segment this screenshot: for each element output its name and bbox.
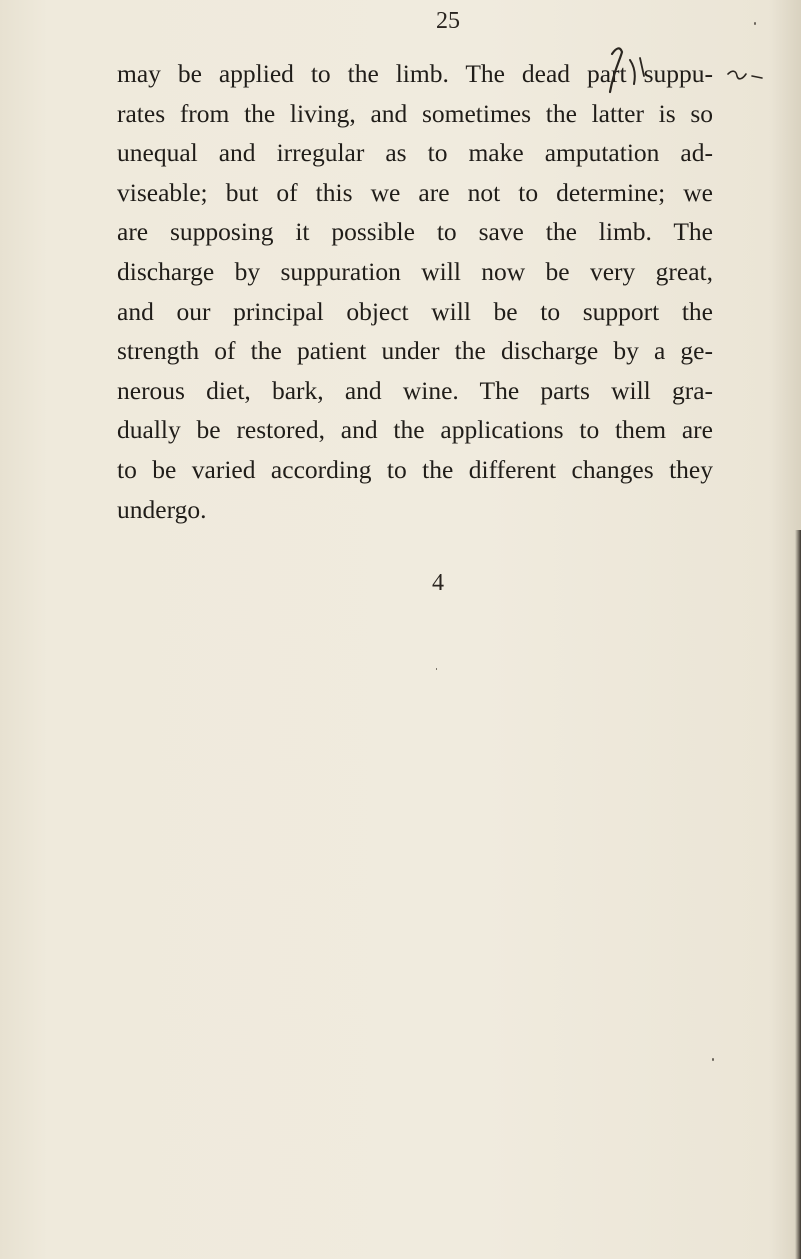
body-paragraph <box>117 54 713 529</box>
text-line: to be varied according to the different changes they <box>117 454 713 484</box>
paper-speck <box>712 1058 714 1061</box>
handwritten-annotation <box>600 40 770 100</box>
page-number: 25 <box>436 8 460 34</box>
text-line: unequal and irregular as to make amputation ad- <box>117 138 713 168</box>
text-line: strength of the patient under the discharge by a ge- <box>117 336 713 366</box>
text-line: may be applied to the limb. The dead part suppu- <box>117 59 713 88</box>
paper-speck <box>754 22 756 25</box>
text-line: dually be restored, and the applications to them are <box>117 415 713 445</box>
text-line: nerous diet, bark, and wine. The parts will gra- <box>117 375 713 405</box>
paper-speck <box>436 668 437 670</box>
text-line: are supposing it possible to save the limb. The <box>117 217 713 247</box>
text-line: undergo. <box>117 494 207 524</box>
text-line: discharge by suppuration will now be very great, <box>117 256 713 286</box>
catchword: 4 <box>432 570 444 596</box>
page-edge-shadow <box>795 530 801 1259</box>
text-line: rates from the living, and sometimes the latter is so <box>117 98 713 128</box>
text-line: viseable; but of this we are not to determine; we <box>117 177 713 207</box>
text-line: and our principal object will be to support the <box>117 296 713 326</box>
